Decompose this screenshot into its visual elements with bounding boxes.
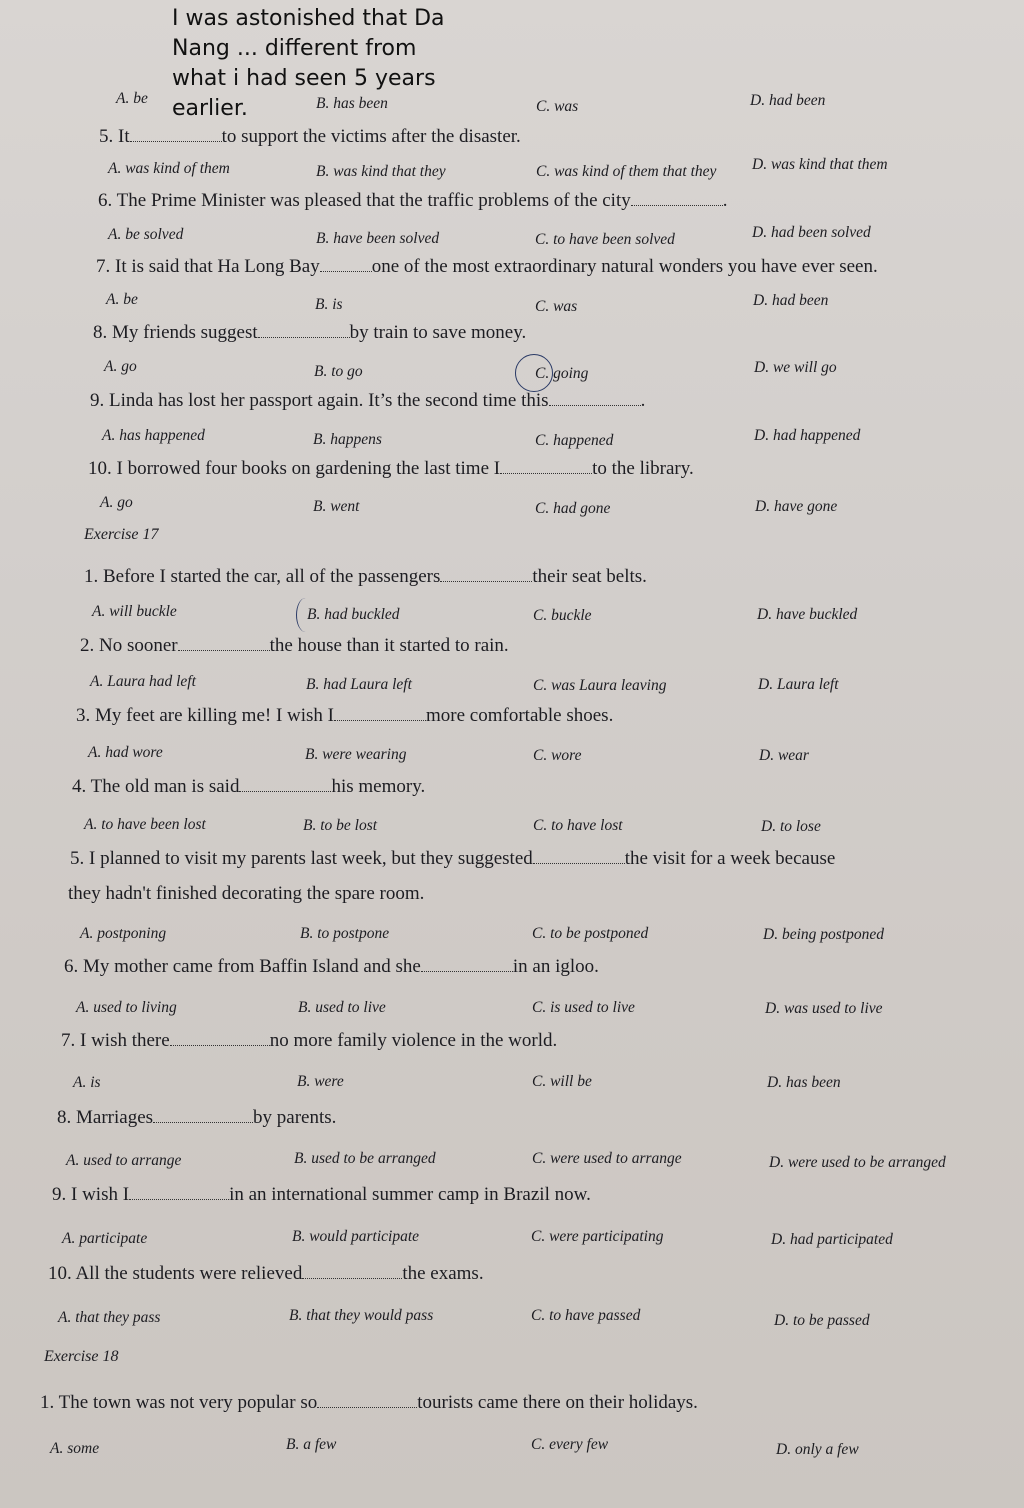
question-text-end: more comfortable shoes. bbox=[426, 705, 614, 726]
answer-blank[interactable] bbox=[320, 257, 372, 272]
option-a[interactable]: A. was kind of them bbox=[108, 160, 230, 177]
question-text-end: their seat belts. bbox=[532, 566, 647, 587]
option-a[interactable]: A. be solved bbox=[108, 226, 184, 243]
question-1 bbox=[84, 566, 647, 588]
option-d[interactable]: D. Laura left bbox=[758, 676, 839, 693]
option-d[interactable]: D. have buckled bbox=[757, 606, 858, 623]
option-b[interactable]: B. were bbox=[297, 1073, 344, 1090]
option-c[interactable]: C. buckle bbox=[533, 607, 592, 624]
answer-blank[interactable] bbox=[239, 777, 331, 792]
option-b[interactable]: B. would participate bbox=[292, 1228, 420, 1245]
option-c[interactable]: C. wore bbox=[533, 747, 582, 764]
question-8b bbox=[57, 1107, 336, 1129]
option-d[interactable]: D. has been bbox=[767, 1074, 841, 1091]
exercise-heading: Exercise 17 bbox=[84, 526, 159, 543]
answer-blank[interactable] bbox=[421, 957, 513, 972]
answer-blank[interactable] bbox=[129, 1185, 229, 1200]
option-a[interactable]: A. be bbox=[106, 291, 138, 308]
option-b[interactable]: B. has been bbox=[316, 95, 388, 112]
answer-blank[interactable] bbox=[130, 127, 222, 142]
option-d[interactable]: D. was used to live bbox=[765, 1000, 883, 1017]
option-d[interactable]: D. had been solved bbox=[752, 224, 871, 241]
answer-blank[interactable] bbox=[631, 191, 723, 206]
question-5b bbox=[70, 848, 835, 870]
note-line: what i had seen 5 years bbox=[172, 66, 436, 91]
question-8 bbox=[93, 322, 526, 344]
option-c[interactable]: C. was bbox=[536, 98, 579, 115]
option-b[interactable]: B. used to live bbox=[298, 999, 386, 1016]
option-c[interactable]: C. was kind of them that they bbox=[536, 163, 717, 180]
question-text: 8. My friends suggest bbox=[93, 322, 258, 343]
option-c[interactable]: C. to have passed bbox=[531, 1307, 641, 1324]
option-c[interactable]: C. were participating bbox=[531, 1228, 664, 1245]
question-text: 5. It bbox=[99, 126, 130, 147]
option-b[interactable]: B. that they would pass bbox=[289, 1307, 434, 1324]
option-a[interactable]: A. has happened bbox=[102, 427, 205, 444]
question-text: 8. Marriages bbox=[57, 1107, 154, 1128]
option-b[interactable]: B. had buckled bbox=[307, 606, 400, 623]
question-6b bbox=[64, 956, 599, 978]
question-text: 3. My feet are killing me! I wish I bbox=[76, 705, 335, 726]
question-text-end: . bbox=[640, 390, 646, 411]
option-b[interactable]: B. used to be arranged bbox=[294, 1150, 436, 1167]
answer-blank[interactable] bbox=[170, 1031, 270, 1046]
question-text: 7. It is said that Ha Long Bay bbox=[96, 256, 320, 277]
question-text-end: to support the victims after the disaster. bbox=[221, 126, 521, 147]
question-text-end: by parents. bbox=[253, 1107, 337, 1128]
question-text: 4. The old man is said bbox=[72, 776, 240, 797]
option-c[interactable]: C. going bbox=[535, 365, 589, 382]
question-text: 2. No sooner bbox=[80, 635, 178, 656]
option-d[interactable]: D. we will go bbox=[754, 359, 837, 376]
option-c[interactable]: C. were used to arrange bbox=[532, 1150, 682, 1167]
option-a[interactable]: A. some bbox=[50, 1440, 100, 1457]
option-d[interactable]: D. had participated bbox=[771, 1231, 893, 1248]
question-4 bbox=[72, 776, 425, 798]
option-c[interactable]: C. was Laura leaving bbox=[533, 677, 667, 694]
option-a[interactable]: A. postponing bbox=[80, 925, 167, 942]
question-text-end: in an igloo. bbox=[512, 956, 599, 977]
question-text: 6. The Prime Minister was pleased that the traffic problems of the city bbox=[98, 190, 631, 211]
overlay-note bbox=[172, 4, 472, 124]
option-c[interactable]: C. will be bbox=[532, 1073, 592, 1090]
question-text-end: his memory. bbox=[331, 776, 426, 797]
question-text-end: the exams. bbox=[402, 1263, 484, 1284]
option-a[interactable]: A. to have been lost bbox=[84, 816, 206, 833]
question-text: 1. The town was not very popular so bbox=[40, 1392, 318, 1413]
answer-blank[interactable] bbox=[178, 636, 270, 651]
option-b[interactable]: B. had Laura left bbox=[306, 676, 412, 693]
option-c[interactable]: C. to have lost bbox=[533, 817, 623, 834]
question-text: 7. I wish there bbox=[61, 1030, 170, 1051]
question-7b bbox=[61, 1030, 557, 1052]
option-c[interactable]: C. to be postponed bbox=[532, 925, 649, 942]
option-c[interactable]: C. was bbox=[535, 298, 578, 315]
question-2 bbox=[80, 635, 509, 657]
option-c[interactable]: C. is used to live bbox=[532, 999, 635, 1016]
option-d[interactable]: D. had happened bbox=[754, 427, 861, 444]
question-text: 5. I planned to visit my parents last week, but they suggested bbox=[70, 848, 533, 869]
option-b[interactable]: B. was kind that they bbox=[316, 163, 446, 180]
question-10b bbox=[48, 1263, 484, 1285]
option-d[interactable]: D. to lose bbox=[761, 818, 821, 835]
answer-blank[interactable] bbox=[258, 323, 350, 338]
answer-blank[interactable] bbox=[549, 391, 641, 406]
option-a[interactable]: A. go bbox=[104, 358, 137, 375]
option-d[interactable]: D. to be passed bbox=[774, 1312, 870, 1329]
option-d[interactable]: D. wear bbox=[759, 747, 809, 764]
option-b[interactable]: B. to go bbox=[314, 363, 363, 380]
option-a[interactable]: A. participate bbox=[62, 1230, 148, 1247]
option-a[interactable]: A. that they pass bbox=[58, 1309, 161, 1326]
option-b[interactable]: B. a few bbox=[286, 1436, 337, 1453]
question-text-end: to the library. bbox=[592, 458, 694, 479]
question-text-end: . bbox=[722, 190, 728, 211]
option-d[interactable]: D. were used to be arranged bbox=[769, 1154, 946, 1171]
option-b[interactable]: B. went bbox=[313, 498, 360, 515]
option-d[interactable]: D. only a few bbox=[776, 1441, 859, 1458]
option-c[interactable]: C. to have been solved bbox=[535, 231, 675, 248]
option-b[interactable]: B. have been solved bbox=[316, 230, 440, 247]
answer-blank[interactable] bbox=[153, 1108, 253, 1123]
question-text: 9. I wish I bbox=[52, 1184, 130, 1205]
answer-blank[interactable] bbox=[500, 459, 592, 474]
question-3 bbox=[76, 705, 613, 727]
option-a[interactable]: A. Laura had left bbox=[90, 673, 196, 690]
option-b[interactable]: B. to be lost bbox=[303, 817, 378, 834]
question-text-end: one of the most extraordinary natural wonders you have ever seen. bbox=[371, 256, 878, 277]
option-b[interactable]: B. is bbox=[315, 296, 343, 313]
question-text-end: the visit for a week because bbox=[624, 848, 836, 869]
question-text-end: by train to save money. bbox=[349, 322, 527, 343]
option-c[interactable]: C. had gone bbox=[535, 500, 611, 517]
question-text: 10. I borrowed four books on gardening the last time I bbox=[88, 458, 501, 479]
question-7 bbox=[96, 256, 878, 278]
question-9b bbox=[52, 1184, 591, 1206]
question-6 bbox=[98, 190, 728, 212]
option-a[interactable]: A. will buckle bbox=[92, 603, 177, 620]
option-a[interactable]: A. used to arrange bbox=[66, 1152, 182, 1169]
option-a[interactable]: A. used to living bbox=[76, 999, 177, 1016]
option-d[interactable]: D. have gone bbox=[755, 498, 838, 515]
option-b[interactable]: B. were wearing bbox=[305, 746, 407, 763]
question-text: 10. All the students were relieved bbox=[48, 1263, 303, 1284]
question-text: 6. My mother came from Baffin Island and she bbox=[64, 956, 421, 977]
note-line: Nang ... different from bbox=[172, 36, 417, 61]
answer-blank[interactable] bbox=[533, 849, 625, 864]
option-d[interactable]: D. being postponed bbox=[763, 926, 884, 943]
option-b[interactable]: B. happens bbox=[313, 431, 382, 448]
option-a[interactable]: A. be bbox=[116, 90, 148, 107]
option-c[interactable]: C. every few bbox=[531, 1436, 609, 1453]
option-c[interactable]: C. happened bbox=[535, 432, 614, 449]
option-d[interactable]: D. had been bbox=[750, 92, 826, 109]
question-9 bbox=[90, 390, 645, 412]
question-text-end: in an international summer camp in Brazil now. bbox=[229, 1184, 591, 1205]
question-text-end: the house than it started to rain. bbox=[269, 635, 509, 656]
option-a[interactable]: A. had wore bbox=[88, 744, 163, 761]
question-5 bbox=[99, 126, 521, 148]
exercise-heading: Exercise 18 bbox=[44, 1348, 119, 1365]
option-d[interactable]: D. was kind that them bbox=[752, 156, 888, 173]
option-d[interactable]: D. had been bbox=[753, 292, 829, 309]
option-b[interactable]: B. to postpone bbox=[300, 925, 390, 942]
question-1c bbox=[40, 1392, 698, 1414]
answer-blank[interactable] bbox=[317, 1393, 417, 1408]
question-text-end: no more family violence in the world. bbox=[269, 1030, 558, 1051]
option-a[interactable]: A. is bbox=[73, 1074, 101, 1091]
option-a[interactable]: A. go bbox=[100, 494, 133, 511]
question-10 bbox=[88, 458, 694, 480]
answer-blank[interactable] bbox=[440, 567, 532, 582]
answer-blank[interactable] bbox=[334, 706, 426, 721]
question-text-end: tourists came there on their holidays. bbox=[417, 1392, 698, 1413]
question-text: 9. Linda has lost her passport again. It’s the second time this bbox=[90, 390, 549, 411]
note-line: I was astonished that Da bbox=[172, 6, 445, 31]
note-line: earlier. bbox=[172, 96, 248, 121]
answer-blank[interactable] bbox=[302, 1264, 402, 1279]
question-text: 1. Before I started the car, all of the passengers bbox=[84, 566, 441, 587]
question-continuation: they hadn't finished decorating the spare room. bbox=[68, 883, 425, 904]
